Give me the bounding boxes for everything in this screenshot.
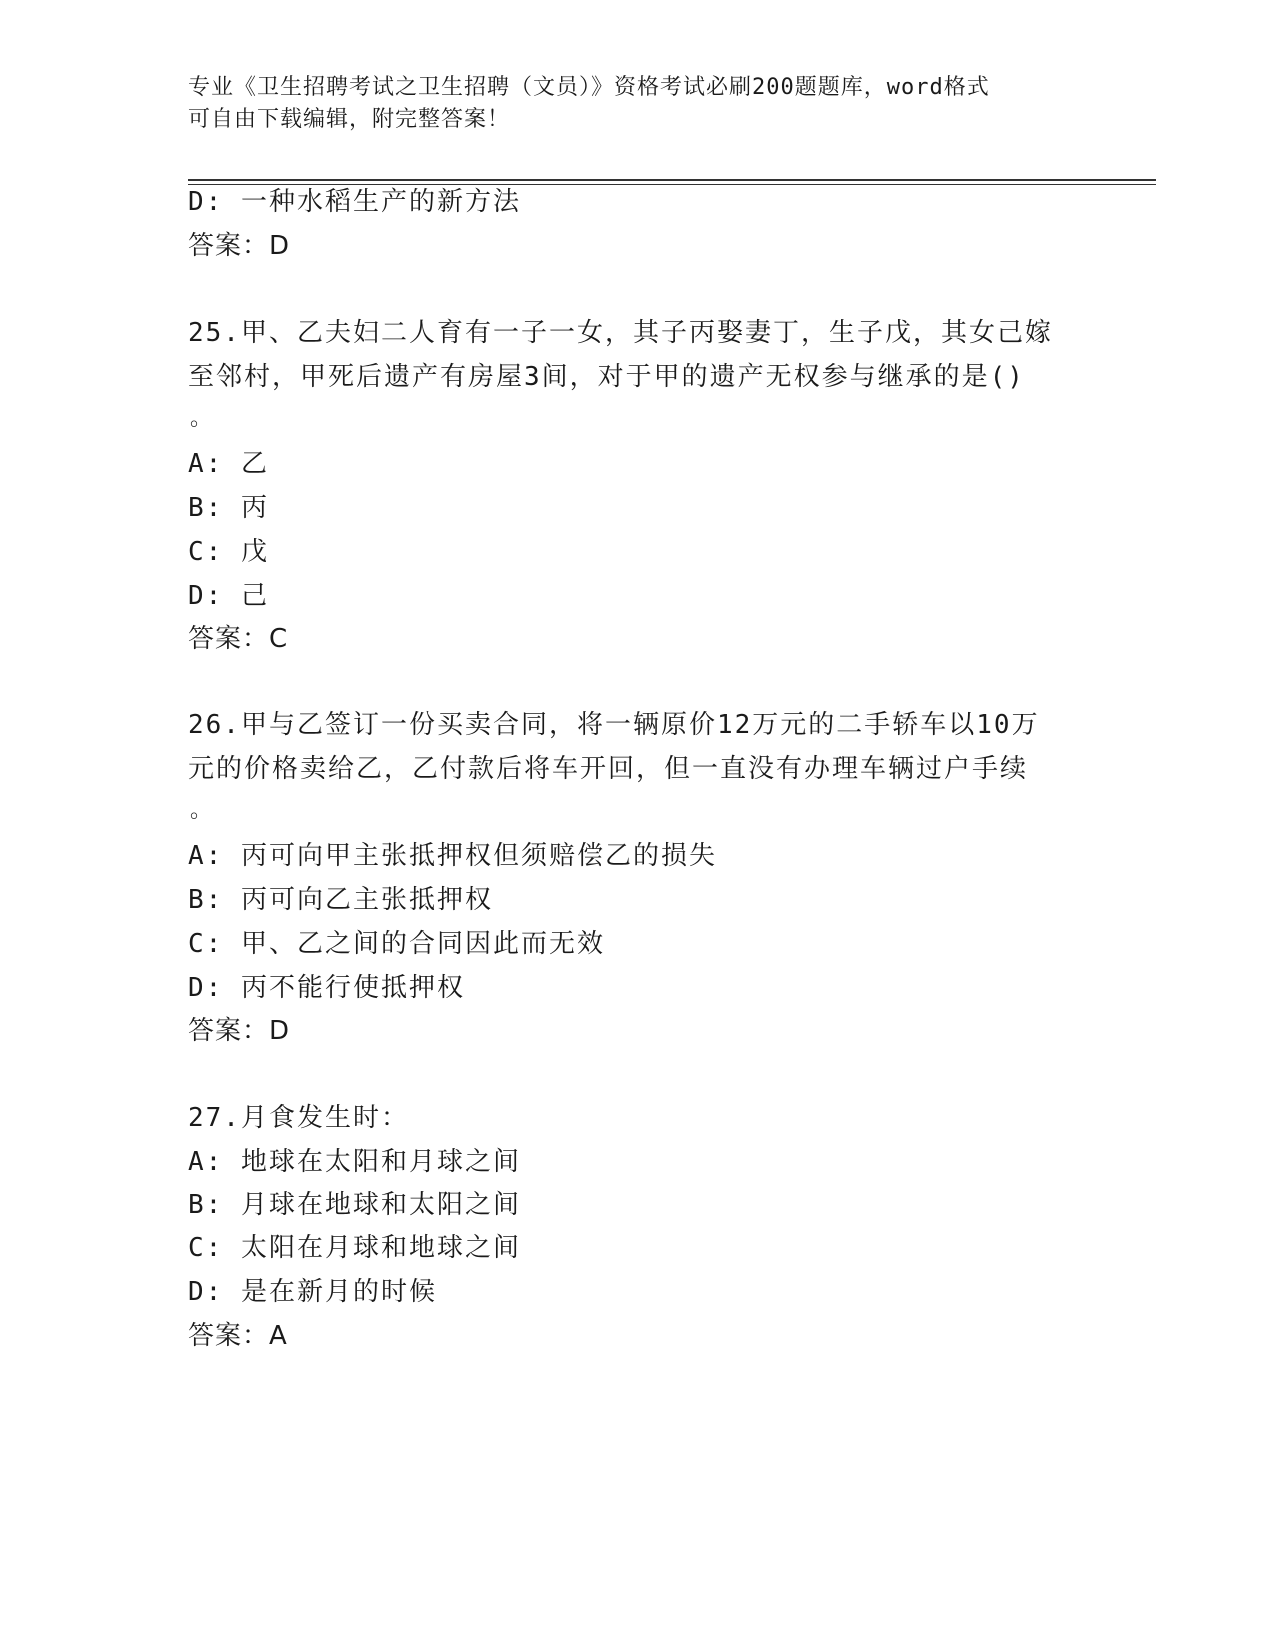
q25-end-mark: 。 xyxy=(190,406,213,431)
q25-option-b: B: 丙 xyxy=(188,493,269,523)
q25-stem-line-2: 至邻村，甲死后遗产有房屋3间，对于甲的遗产无权参与继承的是() xyxy=(188,362,1025,392)
q27-option-c: C: 太阳在月球和地球之间 xyxy=(188,1233,521,1263)
q27-option-a: A: 地球在太阳和月球之间 xyxy=(188,1147,521,1177)
q27-option-b: B: 月球在地球和太阳之间 xyxy=(188,1190,521,1220)
q26-stem-line-2: 元的价格卖给乙，乙付款后将车开回，但一直没有办理车辆过户手续 xyxy=(188,754,1029,784)
q27-option-d: D: 是在新月的时候 xyxy=(188,1277,437,1307)
q26-answer: 答案：D xyxy=(188,1016,291,1046)
q27-stem-line-1: 27.月食发生时： xyxy=(188,1103,409,1133)
q26-option-b: B: 丙可向乙主张抵押权 xyxy=(188,885,493,915)
prev-answer: 答案：D xyxy=(188,231,291,261)
q26-stem-line-1: 26.甲与乙签订一份买卖合同，将一辆原价12万元的二手轿车以10万 xyxy=(188,710,1040,740)
q25-option-d: D: 己 xyxy=(188,581,269,611)
prev-option-d: D: 一种水稻生产的新方法 xyxy=(188,187,521,217)
q26-option-c: C: 甲、乙之间的合同因此而无效 xyxy=(188,929,605,959)
document-header xyxy=(188,72,1088,136)
header-line-2: 可自由下载编辑，附完整答案！ xyxy=(188,107,511,132)
q25-option-a: A: 乙 xyxy=(188,449,269,479)
q25-option-c: C: 戊 xyxy=(188,537,269,567)
q26-option-d: D: 丙不能行使抵押权 xyxy=(188,973,465,1003)
q25-answer: 答案：C xyxy=(188,624,289,654)
q25-stem-line-1: 25.甲、乙夫妇二人育有一子一女，其子丙娶妻丁，生子戊，其女己嫁 xyxy=(188,318,1053,348)
q27-answer: 答案：A xyxy=(188,1321,288,1351)
header-line-1: 专业《卫生招聘考试之卫生招聘（文员）》资格考试必刷200题题库，word格式 xyxy=(188,75,990,100)
q26-end-mark: 。 xyxy=(190,798,213,823)
header-rule-thick xyxy=(188,179,1156,181)
q26-option-a: A: 丙可向甲主张抵押权但须赔偿乙的损失 xyxy=(188,841,717,871)
